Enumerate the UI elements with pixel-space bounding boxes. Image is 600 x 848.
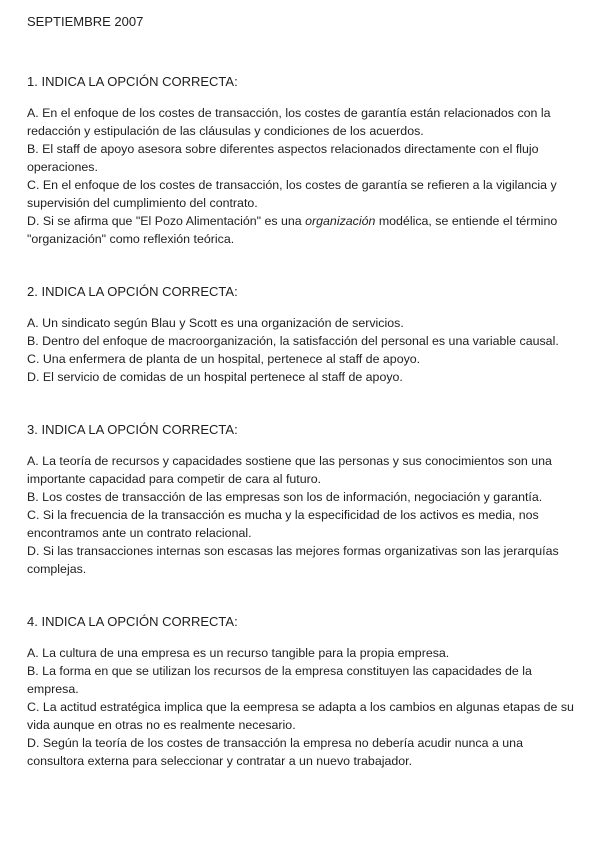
option-text: Un sindicato según Blau y Scott es una organización de servicios. [42,316,404,330]
option-letter: C. [27,352,40,366]
option-letter: B. [27,664,39,678]
option-letter: A. [27,316,39,330]
option-letter: A. [27,106,39,120]
option-text: Si las transacciones internas son escasas las mejores formas organizativas son las jerarquías complejas. [27,544,559,576]
option-b [27,488,575,506]
option-letter: C. [27,178,40,192]
option-b [27,140,575,176]
option-c [27,506,575,542]
question-heading: 2. INDICA LA OPCIÓN CORRECTA: [27,284,238,299]
option-text: La actitud estratégica implica que la eempresa se adapta a los cambios en algunas etapas de su vida aunque en otras no es realmente necesario. [27,700,574,732]
option-text: La forma en que se utilizan los recursos de la empresa constituyen las capacidades de la empresa. [27,664,532,696]
option-text: El servicio de comidas de un hospital pertenece al staff de apoyo. [42,370,403,384]
option-text: Si la frecuencia de la transacción es mucha y la especificidad de los activos es media, nos encontramos ante un contrato relacional. [27,508,539,540]
option-a [27,314,575,332]
option-text: El staff de apoyo asesora sobre diferentes aspectos relacionados directamente con el flujo operaciones. [27,142,539,174]
option-letter: B. [27,142,39,156]
option-letter: D. [27,370,40,384]
option-letter: B. [27,334,39,348]
question-heading: 3. INDICA LA OPCIÓN CORRECTA: [27,422,238,437]
option-letter: D. [27,214,40,228]
question-2 [27,282,575,386]
option-letter: C. [27,508,40,522]
option-text: Dentro del enfoque de macroorganización, la satisfacción del personal es una variable causal. [42,334,559,348]
option-text-after: modélica, se entiende el término "organización" como reflexión teórica. [27,214,558,246]
option-b [27,662,575,698]
option-d [27,734,575,770]
option-text: Una enfermera de planta de un hospital, pertenece al staff de apoyo. [42,352,421,366]
option-letter: D. [27,544,40,558]
option-letter: D. [27,736,40,750]
option-d [27,542,575,578]
option-a [27,644,575,662]
option-letter: A. [27,646,39,660]
question-1 [27,72,575,248]
option-text: La teoría de recursos y capacidades sostiene que las personas y sus conocimientos son una importante capacidad para competir de cara al futuro. [27,454,552,486]
exam-page [27,12,575,770]
question-heading: 4. INDICA LA OPCIÓN CORRECTA: [27,614,238,629]
option-letter: A. [27,454,39,468]
option-d [27,368,575,386]
option-a [27,452,575,488]
option-b [27,332,575,350]
question-heading: 1. INDICA LA OPCIÓN CORRECTA: [27,74,238,89]
option-c [27,176,575,212]
option-letter: C. [27,700,40,714]
option-text: La cultura de una empresa es un recurso tangible para la propia empresa. [42,646,450,660]
question-4 [27,612,575,770]
option-d [27,212,575,248]
option-c [27,698,575,734]
option-c [27,350,575,368]
option-text: En el enfoque de los costes de transacción, los costes de garantía se refieren a la vigilancia y supervisión del cumplimiento del contrato. [27,178,557,210]
option-text-italic: organización [305,214,376,228]
option-text-before: Si se afirma que "El Pozo Alimentación" es una [42,214,306,228]
option-letter: B. [27,490,39,504]
option-text: Los costes de transacción de las empresas son los de información, negociación y garantía. [42,490,543,504]
question-3 [27,420,575,578]
option-text: En el enfoque de los costes de transacción, los costes de garantía están relacionados con la redacción y estipulación de las cláusulas y condiciones de los acuerdos. [27,106,551,138]
document-title: SEPTIEMBRE 2007 [27,14,144,29]
option-a [27,104,575,140]
option-text: Según la teoría de los costes de transacción la empresa no debería acudir nunca a una consultora externa para seleccionar y contratar a un nuevo trabajador. [27,736,523,768]
